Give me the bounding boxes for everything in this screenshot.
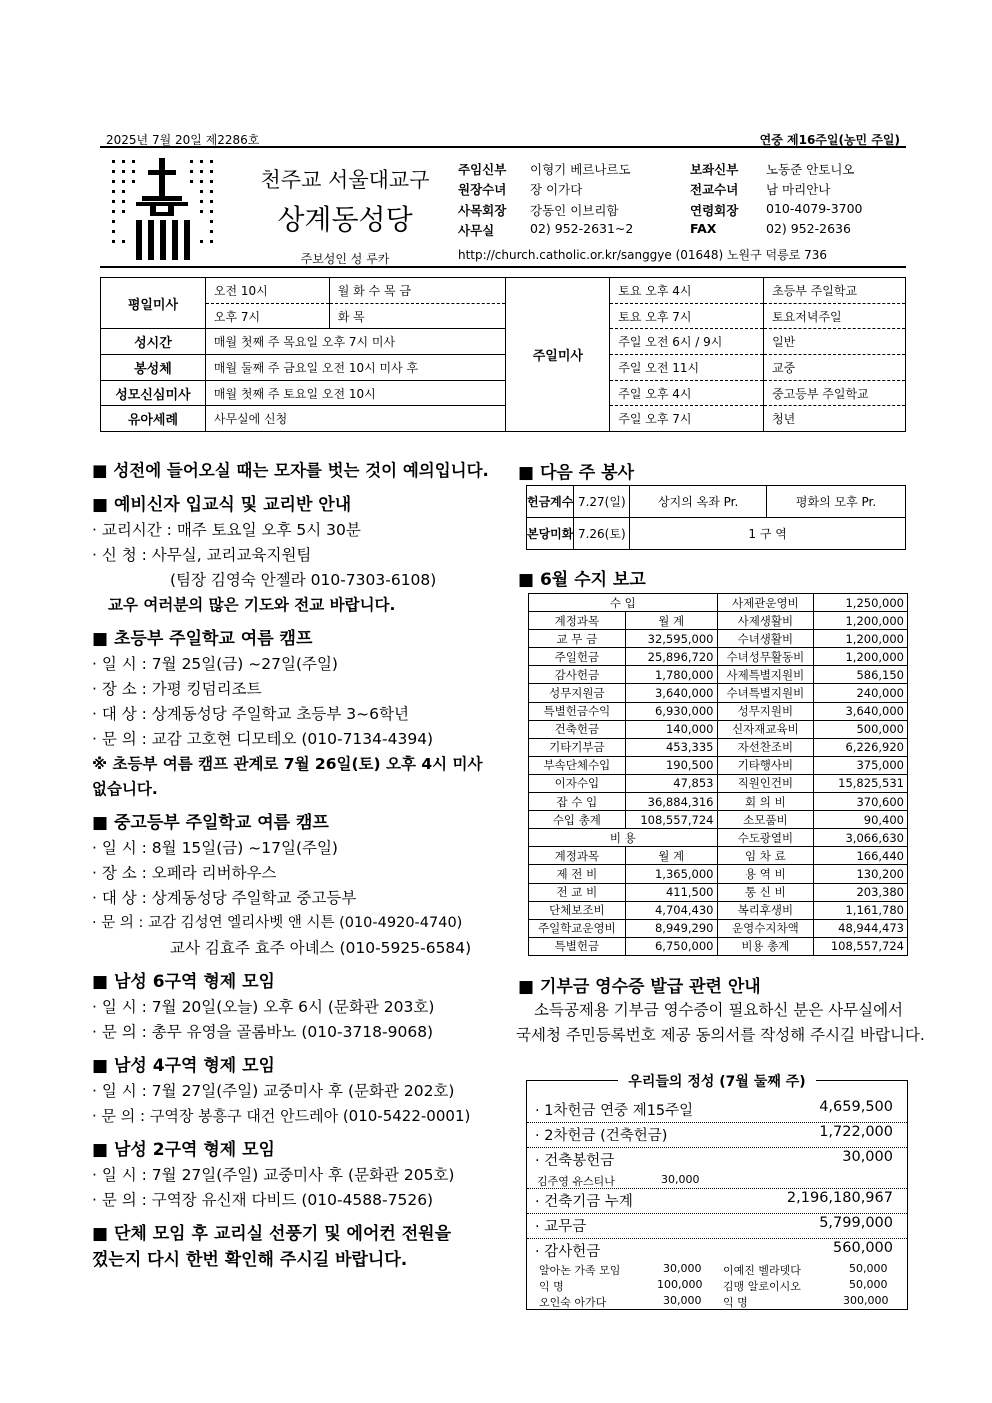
income-account: 특별헌금수익 (529, 702, 626, 720)
expense-amount: 500,000 (814, 720, 908, 738)
expense-account: 신자재교육비 (717, 720, 814, 738)
sunday-time: 주일 오후 4시 (610, 380, 764, 406)
liturgical-week: 연중 제16주일(농민 주일) (759, 133, 900, 147)
table-row (529, 756, 908, 774)
donor-amount: 300,000 (843, 1294, 889, 1307)
income-header: 수 입 (529, 594, 718, 612)
income-amount: 47,853 (625, 774, 717, 792)
expense-amount: 6,226,920 (814, 738, 908, 756)
expense-amount: 8,949,290 (625, 919, 717, 937)
income-amount: 36,884,316 (625, 793, 717, 811)
schedule-text: 매월 첫째 주 목요일 오후 7시 미사 (205, 329, 506, 355)
table-row (529, 612, 908, 630)
donor-amount: 50,000 (849, 1262, 888, 1275)
table-row (527, 518, 906, 550)
service-group-a: 1 구 역 (630, 518, 906, 550)
expense-account: 사제생활비 (717, 612, 814, 630)
elementary-camp-date: · 일 시 : 7월 25일(금) ~27일(주일) (92, 655, 338, 673)
expense-amount: 108,557,724 (814, 937, 908, 955)
offering-item (527, 1124, 907, 1148)
table-row (529, 829, 908, 847)
table-row (529, 720, 908, 738)
expense-amount: 130,200 (814, 865, 908, 883)
table-row (529, 793, 908, 811)
column-header: 계정과목 (529, 612, 626, 630)
service-date: 7.26(토) (574, 518, 630, 550)
income-amount: 190,500 (625, 756, 717, 774)
expense-amount: 203,380 (814, 883, 908, 901)
donor-name: 오인숙 아가다 (539, 1296, 607, 1309)
elementary-camp-notice: ※ 초등부 여름 캠프 관계로 7월 26일(토) 오후 4시 미사 (92, 755, 483, 773)
parish-header (100, 150, 906, 268)
column-header: 월 계 (625, 847, 717, 865)
income-amount: 25,896,720 (625, 648, 717, 666)
info-key: 주임신부 (458, 162, 507, 177)
info-value: 02) 952-2636 (766, 221, 851, 236)
elementary-camp-contact: · 문 의 : 교감 고호현 디모테오 (010-7134-4394) (92, 730, 434, 748)
schedule-text: 매월 둘째 주 금요일 오전 10시 미사 후 (205, 355, 506, 381)
expense-account: 수녀특별지원비 (717, 684, 814, 702)
expense-account: 성무지원비 (717, 702, 814, 720)
table-row (527, 486, 906, 518)
income-amount: 6,930,000 (625, 702, 717, 720)
sunday-time: 토요 오후 7시 (610, 303, 764, 329)
expense-amount: 1,200,000 (814, 648, 908, 666)
expense-account: 수도광열비 (717, 829, 814, 847)
expense-amount: 1,161,780 (814, 901, 908, 919)
expense-account: 수녀성무활동비 (717, 648, 814, 666)
table-row (529, 648, 908, 666)
expense-amount: 1,200,000 (814, 630, 908, 648)
sunday-time: 주일 오전 11시 (610, 355, 764, 381)
service-date: 7.27(일) (574, 486, 630, 518)
table-row (101, 406, 906, 432)
income-amount: 3,640,000 (625, 684, 717, 702)
offering-label: · 교무금 (535, 1219, 587, 1235)
sunday-group: 일반 (764, 329, 906, 355)
donor-name: 알아논 가족 모임 (539, 1264, 621, 1277)
offering-amount: 30,000 (842, 1149, 893, 1165)
income-account: 감사헌금 (529, 666, 626, 684)
sunday-time: 주일 오전 6시 / 9시 (610, 329, 764, 355)
info-key: 전교수녀 (690, 182, 739, 197)
receipt-text (516, 998, 925, 1048)
donor-amount: 50,000 (849, 1278, 888, 1291)
income-account: 부속단체수입 (529, 756, 626, 774)
youth-camp-date: · 일 시 : 8월 15일(금) ~17일(주일) (92, 839, 338, 857)
finance-heading: ■ 6월 수지 보고 (518, 570, 646, 590)
prayer-request: 교우 여러분의 많은 기도와 전교 바랍니다. (108, 596, 396, 614)
hat-notice-heading: ■ 성전에 들어오실 때는 모자를 벗는 것이 예의입니다. (92, 461, 489, 480)
income-account: 기타기부금 (529, 738, 626, 756)
sunday-mass-label: 주일미사 (506, 278, 610, 432)
table-row (101, 380, 906, 406)
service-key: 본당미화 (527, 518, 574, 550)
column-header: 월 계 (625, 612, 717, 630)
offering-item (527, 1190, 907, 1214)
sunday-group: 토요저녁주일 (764, 303, 906, 329)
expense-amount: 370,600 (814, 793, 908, 811)
table-row (529, 847, 908, 865)
weekday-mass-label: 평일미사 (101, 278, 206, 329)
income-amount: 108,557,724 (625, 811, 717, 829)
expense-account: 전 교 비 (529, 883, 626, 901)
income-amount: 140,000 (625, 720, 717, 738)
archdiocese-name: 천주교 서울대교구 (260, 168, 430, 192)
column-header: 계정과목 (529, 847, 626, 865)
service-group-b: 평화의 모후 Pr. (767, 486, 906, 518)
income-amount: 32,595,000 (625, 630, 717, 648)
income-account: 주일헌금 (529, 648, 626, 666)
schedule-text: 매월 첫째 주 토요일 오전 10시 (205, 380, 506, 406)
info-value: 남 마리안나 (766, 182, 831, 197)
expense-amount: 240,000 (814, 684, 908, 702)
offering-title (526, 1071, 908, 1091)
service-heading: ■ 다음 주 봉사 (518, 463, 634, 483)
offering-title-text: 우리들의 정성 (7월 둘째 주) (618, 1074, 815, 1090)
donor-name: 익 명 (723, 1296, 748, 1309)
schedule-text: 사무실에 신청 (205, 406, 506, 432)
service-key: 헌금계수 (527, 486, 574, 518)
sunday-group: 중고등부 주일학교 (764, 380, 906, 406)
mass-schedule-table (100, 277, 906, 432)
donor-name: 김주영 유스티나 (537, 1175, 615, 1188)
expense-account: 사제관운영비 (717, 594, 814, 612)
expense-amount: 1,250,000 (814, 594, 908, 612)
offering-label: · 1차헌금 연중 제15주일 (535, 1103, 694, 1119)
expense-amount: 1,365,000 (625, 865, 717, 883)
finance-table (528, 593, 908, 956)
weekday-time: 오후 7시 (205, 303, 329, 329)
expense-amount: 1,200,000 (814, 612, 908, 630)
receipt-line-2: 국세청 주민등록번호 제공 동의서를 작성해 주시길 바랍니다. (516, 1026, 925, 1044)
table-row (529, 901, 908, 919)
expense-account: 자선찬조비 (717, 738, 814, 756)
expense-account: 직원인건비 (717, 774, 814, 792)
info-key: 보좌신부 (690, 162, 739, 177)
income-account: 잡 수 입 (529, 793, 626, 811)
sunday-group: 청년 (764, 406, 906, 432)
expense-account: 복리후생비 (717, 901, 814, 919)
youth-camp-heading: ■ 중고등부 주일학교 여름 캠프 (92, 813, 329, 833)
offering-amount: 5,799,000 (819, 1215, 893, 1231)
parish-name: 상계동성당 (277, 203, 413, 236)
info-key: 사목회장 (458, 203, 507, 218)
info-key: 원장수녀 (458, 182, 507, 197)
donor-amount: 30,000 (661, 1173, 700, 1186)
schedule-label: 성시간 (101, 329, 206, 355)
table-row (529, 883, 908, 901)
offering-amount: 560,000 (833, 1240, 893, 1256)
catechumen-apply: · 신 청 : 사무실, 교리교육지원팀 (92, 546, 312, 564)
table-row (529, 630, 908, 648)
weekday-time: 오전 10시 (205, 278, 329, 304)
income-account: 성무지원금 (529, 684, 626, 702)
offering-amount: 1,722,000 (819, 1124, 893, 1140)
expense-account: 비용 총계 (717, 937, 814, 955)
men-zone4-contact: · 문 의 : 구역장 봉흥구 대건 안드레아 (010-5422-0001) (92, 1107, 471, 1125)
expense-amount: 375,000 (814, 756, 908, 774)
info-value: 010-4079-3700 (766, 201, 863, 216)
service-table (526, 485, 906, 550)
info-key: FAX (690, 221, 717, 236)
info-value: 노동준 안토니오 (766, 162, 855, 177)
income-account: 교 무 금 (529, 630, 626, 648)
income-amount: 453,335 (625, 738, 717, 756)
men-zone4-heading: ■ 남성 4구역 형제 모임 (92, 1056, 275, 1076)
expense-account: 기타행사비 (717, 756, 814, 774)
expense-amount: 3,640,000 (814, 702, 908, 720)
info-value: 장 이가다 (530, 182, 583, 197)
info-value: 강동인 이브리함 (530, 203, 619, 218)
men-zone6-heading: ■ 남성 6구역 형제 모임 (92, 972, 275, 992)
catechumen-heading: ■ 예비신자 입교식 및 교리반 안내 (92, 495, 352, 515)
men-zone6-contact: · 문 의 : 총무 유영을 골롬바노 (010-3718-9068) (92, 1023, 434, 1041)
men-zone4-date: · 일 시 : 7월 27일(주일) 교중미사 후 (문화관 202호) (92, 1082, 455, 1100)
sunday-group: 교중 (764, 355, 906, 381)
table-row (529, 937, 908, 955)
donor-amount: 100,000 (657, 1278, 703, 1291)
expense-account: 운영수지차액 (717, 919, 814, 937)
expense-amount: 90,400 (814, 811, 908, 829)
elementary-camp-heading: ■ 초등부 주일학교 여름 캠프 (92, 629, 313, 649)
expense-account: 단체보조비 (529, 901, 626, 919)
sunday-time: 토요 오후 4시 (610, 278, 764, 304)
info-value: 02) 952-2631~2 (530, 221, 634, 236)
offering-amount: 2,196,180,967 (786, 1190, 893, 1206)
weekday-days: 화 목 (329, 303, 506, 329)
church-logo-icon (110, 156, 216, 262)
expense-amount: 6,750,000 (625, 937, 717, 955)
offering-box (526, 1080, 908, 1310)
schedule-label: 봉성체 (101, 355, 206, 381)
service-group-a: 상지의 옥좌 Pr. (630, 486, 767, 518)
expense-amount: 48,944,473 (814, 919, 908, 937)
youth-camp-contact-2: 교사 김효주 효주 아녜스 (010-5925-6584) (170, 939, 472, 957)
weekday-days: 월 화 수 목 금 (329, 278, 506, 304)
donor-amount: 30,000 (663, 1262, 702, 1275)
expense-account: 임 차 료 (717, 847, 814, 865)
receipt-heading: ■ 기부금 영수증 발급 관련 안내 (518, 977, 761, 997)
expense-amount: 4,704,430 (625, 901, 717, 919)
aircon-notice-cont: 껐는지 다시 한번 확인해 주시길 바랍니다. (92, 1250, 408, 1270)
expense-account: 용 역 비 (717, 865, 814, 883)
offering-label: · 건축봉헌금 (535, 1153, 615, 1169)
expense-amount: 166,440 (814, 847, 908, 865)
issue-bar (100, 130, 906, 148)
youth-camp-place: · 장 소 : 오페라 리버하우스 (92, 864, 277, 882)
receipt-line-1: 소득공제용 기부금 영수증이 필요하신 분은 사무실에서 (534, 1001, 904, 1019)
info-key: 사무실 (458, 223, 495, 238)
donor-name: 익 명 (539, 1280, 564, 1293)
expense-account: 사제특별지원비 (717, 666, 814, 684)
elementary-camp-notice-cont: 없습니다. (92, 780, 158, 798)
men-zone2-heading: ■ 남성 2구역 형제 모임 (92, 1140, 275, 1160)
expense-amount: 15,825,531 (814, 774, 908, 792)
donor-amount: 30,000 (663, 1294, 702, 1307)
offering-item (527, 1149, 907, 1189)
sunday-group: 초등부 주일학교 (764, 278, 906, 304)
donor-name: 이예진 벨라뎃다 (723, 1264, 801, 1277)
donor-name: 김맹 알로이시오 (723, 1280, 801, 1293)
income-account: 이자수입 (529, 774, 626, 792)
offering-item (527, 1240, 907, 1310)
income-account: 수입 총계 (529, 811, 626, 829)
table-row (529, 666, 908, 684)
men-zone6-date: · 일 시 : 7월 20일(오늘) 오후 6시 (문화관 203호) (92, 998, 435, 1016)
table-row (529, 738, 908, 756)
table-row (529, 774, 908, 792)
expense-amount: 411,500 (625, 883, 717, 901)
expense-amount: 3,066,630 (814, 829, 908, 847)
income-amount: 1,780,000 (625, 666, 717, 684)
table-row (529, 919, 908, 937)
table-row (101, 303, 906, 329)
aircon-notice-heading: ■ 단체 모임 후 교리실 선풍기 및 에어컨 전원을 (92, 1224, 452, 1244)
info-value: 이형기 베르나르도 (530, 162, 631, 177)
table-row (529, 594, 908, 612)
youth-camp-contact: · 문 의 : 교감 김성연 엘리사벳 앤 시튼 (010-4920-4740) (92, 915, 463, 931)
offering-label: · 건축기금 누계 (535, 1194, 633, 1210)
table-row (101, 355, 906, 381)
schedule-label: 유아세례 (101, 406, 206, 432)
catechumen-time: · 교리시간 : 매주 토요일 오후 5시 30분 (92, 521, 361, 539)
sunday-time: 주일 오후 7시 (610, 406, 764, 432)
elementary-camp-place: · 장 소 : 가평 킹덤리조트 (92, 680, 262, 698)
expense-header: 비 용 (529, 829, 718, 847)
men-zone2-date: · 일 시 : 7월 27일(주일) 교중미사 후 (문화관 205호) (92, 1166, 455, 1184)
table-row (529, 702, 908, 720)
expense-amount: 586,150 (814, 666, 908, 684)
info-key: 연령회장 (690, 203, 739, 218)
offering-item (527, 1099, 907, 1123)
table-row (101, 278, 906, 304)
men-zone2-contact: · 문 의 : 구역장 유신재 다비드 (010-4588-7526) (92, 1191, 434, 1209)
parish-url-address: http://church.catholic.or.kr/sanggye (01648) 노원구 덕릉로 736 (458, 248, 828, 262)
expense-account: 소모품비 (717, 811, 814, 829)
table-row (529, 865, 908, 883)
announcements-column (92, 458, 492, 1273)
expense-account: 회 의 비 (717, 793, 814, 811)
offering-item (527, 1215, 907, 1239)
issue-date: 2025년 7월 20일 제2286호 (106, 133, 260, 147)
catechumen-leader: (팀장 김영숙 안젤라 010-7303-6108) (170, 571, 437, 589)
schedule-label: 성모신심미사 (101, 380, 206, 406)
youth-camp-target: · 대 상 : 상계동성당 주일학교 중고등부 (92, 889, 357, 907)
table-row (529, 811, 908, 829)
patron-saint: 주보성인 성 루카 (300, 252, 390, 266)
expense-account: 통 신 비 (717, 883, 814, 901)
expense-account: 수녀생활비 (717, 630, 814, 648)
expense-account: 주일학교운영비 (529, 919, 626, 937)
income-account: 건축헌금 (529, 720, 626, 738)
table-row (101, 329, 906, 355)
expense-account: 특별헌금 (529, 937, 626, 955)
parish-title-block (250, 164, 440, 267)
expense-account: 제 전 비 (529, 865, 626, 883)
offering-label: · 2차헌금 (건축헌금) (535, 1128, 668, 1144)
elementary-camp-target: · 대 상 : 상계동성당 주일학교 초등부 3~6학년 (92, 705, 409, 723)
offering-amount: 4,659,500 (819, 1099, 893, 1115)
offering-label: · 감사헌금 (535, 1244, 601, 1260)
table-row (529, 684, 908, 702)
